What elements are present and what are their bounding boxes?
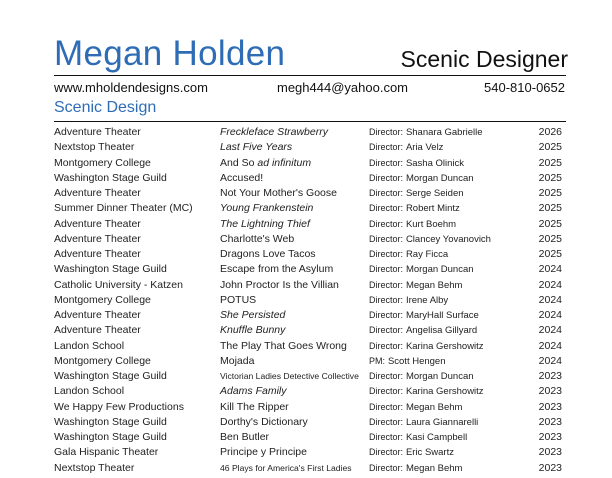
credit-person: Eric Swartz [405, 447, 454, 459]
credit-play: Last Five Years [220, 141, 293, 154]
credit-person: Robert Mintz [405, 203, 460, 215]
credit-year: 2024 [538, 339, 562, 352]
credit-role: Director: [369, 127, 404, 137]
credit-role: Director: [369, 233, 404, 244]
credit-person: MaryHall Surface [405, 310, 479, 321]
credit-play: She Persisted [220, 309, 286, 321]
credit-year: 2025 [538, 141, 562, 154]
credit-person: Kurt Boehm [405, 218, 457, 230]
credit-director [369, 339, 484, 354]
credit-role: PM: [369, 355, 386, 366]
credit-venue: Washington Stage Guild [54, 431, 167, 443]
credit-role: Director: [369, 416, 404, 427]
credit-venue: Summer Dinner Theater (MC) [54, 202, 193, 215]
credit-year: 2025 [538, 171, 562, 184]
credit-play: The Lightning Thief [220, 217, 310, 230]
credit-play: 46 Plays for America's First Ladies [220, 462, 352, 473]
credit-director [369, 140, 443, 155]
credit-director [369, 415, 478, 430]
credit-row [54, 186, 568, 201]
section-title: Scenic Design [54, 99, 157, 116]
credit-play: POTUS [220, 293, 257, 306]
credit-director [369, 323, 477, 338]
credit-row [54, 201, 568, 216]
credit-director [369, 262, 474, 277]
credit-year: 2025 [538, 202, 562, 215]
credit-role: Director: [369, 432, 404, 442]
credit-venue: Catholic University - Katzen [54, 278, 183, 291]
resume-page [54, 0, 568, 478]
credit-director [369, 354, 446, 369]
credit-row [54, 125, 568, 140]
credit-venue: Adventure Theater [54, 248, 141, 260]
credit-row [54, 369, 568, 384]
credit-person: Aria Velz [405, 142, 444, 154]
credit-play: Knuffle Bunny [220, 324, 286, 337]
credit-play: Dragons Love Tacos [220, 248, 316, 260]
credit-row [54, 400, 568, 415]
credit-venue: Washington Stage Guild [54, 263, 167, 276]
credit-person: Megan Behm [405, 462, 463, 474]
credit-play: Freckleface Strawberry [220, 126, 328, 138]
credit-role: Director: [369, 386, 404, 397]
credit-year: 2023 [538, 370, 562, 382]
credit-role: Director: [369, 157, 404, 168]
credit-venue: Adventure Theater [54, 324, 141, 337]
credit-year: 2024 [538, 354, 562, 367]
credit-year: 2024 [538, 293, 562, 306]
credit-play: Accused! [220, 171, 264, 184]
credit-year: 2023 [538, 385, 562, 398]
credit-role: Director: [369, 264, 404, 275]
credit-year: 2023 [538, 431, 562, 443]
credit-year: 2025 [538, 232, 562, 245]
credit-venue: Adventure Theater [54, 126, 141, 138]
credit-venue: Montgomery College [54, 293, 151, 306]
credit-row [54, 354, 568, 369]
credit-role: Director: [369, 462, 404, 473]
credit-director [369, 461, 462, 476]
credit-role: Director: [369, 218, 404, 229]
credit-venue: Montgomery College [54, 354, 151, 367]
credit-venue: Montgomery College [54, 156, 151, 169]
credit-row [54, 262, 568, 277]
credit-year: 2023 [538, 400, 562, 413]
credit-play: Charlotte's Web [220, 232, 295, 245]
credit-director [369, 384, 484, 399]
credits-list [54, 125, 568, 476]
credit-venue: Gala Hispanic Theater [54, 446, 159, 459]
credit-person: Kasi Campbell [405, 432, 468, 443]
credit-venue: Nextstop Theater [54, 461, 135, 474]
designer-name: Megan Holden [54, 34, 286, 73]
credit-venue: Adventure Theater [54, 232, 141, 245]
credit-person: Clancey Yovanovich [405, 233, 491, 245]
credit-role: Director: [369, 249, 404, 259]
credit-venue: Adventure Theater [54, 187, 141, 199]
credit-person: Serge Seiden [405, 188, 464, 199]
credit-director [369, 247, 448, 262]
credit-role: Director: [369, 447, 404, 458]
credit-play: Adams Family [220, 385, 287, 398]
phone-number: 540-810-0652 [484, 80, 565, 95]
credit-director [369, 217, 456, 232]
credit-venue: Washington Stage Guild [54, 370, 167, 382]
credit-person: Karina Gershowitz [405, 340, 484, 352]
header-divider [54, 75, 566, 76]
job-title: Scenic Designer [400, 46, 568, 72]
credit-role: Director: [369, 325, 404, 336]
credit-play: The Play That Goes Wrong [220, 339, 347, 352]
credit-year: 2025 [538, 217, 562, 230]
credit-director [369, 201, 460, 216]
credit-row [54, 232, 568, 247]
credit-venue: We Happy Few Productions [54, 400, 184, 413]
credit-venue: Landon School [54, 339, 125, 352]
credit-row [54, 461, 568, 476]
credit-role: Director: [369, 340, 404, 351]
credit-role: Director: [369, 188, 404, 198]
credit-venue: Adventure Theater [54, 217, 141, 230]
credit-row [54, 430, 568, 445]
credit-row [54, 140, 568, 155]
credit-person: Megan Behm [405, 401, 463, 413]
credit-venue: Nextstop Theater [54, 141, 135, 154]
credit-year: 2024 [538, 278, 562, 291]
credit-year: 2024 [538, 309, 562, 321]
credit-role: Director: [369, 172, 404, 183]
credit-play: Kill The Ripper [220, 400, 289, 413]
credit-play: Dorthy's Dictionary [220, 415, 308, 428]
credit-play: Escape from the Asylum [220, 263, 334, 276]
credit-row [54, 247, 568, 262]
credit-person: Laura Giannarelli [405, 416, 479, 428]
credit-row [54, 384, 568, 399]
credit-director [369, 156, 464, 171]
credit-person: Karina Gershowitz [405, 386, 484, 398]
credit-director [369, 278, 462, 293]
credit-play [220, 156, 311, 171]
credit-play: Mojada [220, 354, 255, 367]
credit-person: Angelisa Gillyard [405, 325, 478, 337]
credit-person: Morgan Duncan [405, 172, 474, 184]
credit-person: Scott Hengen [387, 355, 446, 367]
credit-play: Not Your Mother's Goose [220, 187, 337, 199]
credit-row [54, 217, 568, 232]
credit-row [54, 339, 568, 354]
credit-year: 2024 [538, 263, 562, 276]
website-link[interactable]: www.mholdendesigns.com [54, 80, 208, 95]
credit-row [54, 323, 568, 338]
credit-row [54, 308, 568, 323]
credit-director [369, 171, 474, 186]
credit-person: Shanara Gabrielle [405, 127, 483, 138]
credit-row [54, 171, 568, 186]
credit-play: Principe y Principe [220, 446, 307, 459]
credit-year: 2026 [538, 126, 562, 138]
credit-role: Director: [369, 371, 404, 381]
credit-venue: Washington Stage Guild [54, 171, 167, 184]
credit-person: Sasha Olinick [405, 157, 465, 169]
credit-person: Irene Alby [405, 294, 449, 306]
credit-play-italic: ad infinitum [257, 156, 312, 169]
credit-year: 2023 [538, 446, 562, 459]
section-divider [54, 121, 566, 122]
credit-role: Director: [369, 401, 404, 412]
email-link[interactable]: megh444@yahoo.com [277, 80, 408, 95]
credit-year: 2025 [538, 248, 562, 260]
credit-director [369, 232, 491, 247]
credit-venue: Adventure Theater [54, 309, 141, 321]
credit-role: Director: [369, 279, 404, 290]
credit-play: John Proctor Is the Villian [220, 278, 339, 291]
credit-director [369, 400, 462, 415]
credit-year: 2023 [538, 415, 562, 428]
credit-row [54, 293, 568, 308]
credit-year: 2025 [538, 187, 562, 199]
credit-venue: Washington Stage Guild [54, 415, 167, 428]
credit-year: 2025 [538, 156, 562, 169]
credit-year: 2024 [538, 324, 562, 337]
credit-person: Morgan Duncan [405, 264, 474, 276]
credit-role: Director: [369, 294, 404, 305]
credit-play-prefix: And So [220, 156, 258, 169]
credit-person: Morgan Duncan [405, 371, 474, 382]
credit-director [369, 445, 454, 460]
credit-director [369, 308, 479, 323]
credit-director [369, 186, 464, 201]
credit-row [54, 415, 568, 430]
credit-person: Ray Ficca [405, 249, 449, 260]
credit-role: Director: [369, 203, 404, 214]
credit-role: Director: [369, 142, 404, 153]
credit-play: Victorian Ladies Detective Collective [220, 371, 359, 381]
credit-year: 2023 [538, 461, 562, 474]
credit-director [369, 430, 467, 445]
credit-director [369, 369, 474, 384]
credit-role: Director: [369, 310, 404, 320]
credit-row [54, 156, 568, 171]
credit-play: Ben Butler [220, 431, 270, 443]
credit-director [369, 125, 483, 140]
credit-play: Young Frankenstein [220, 202, 314, 215]
credit-director [369, 293, 448, 308]
credit-row [54, 445, 568, 460]
credit-venue: Landon School [54, 385, 125, 398]
credit-row [54, 278, 568, 293]
credit-person: Megan Behm [405, 279, 463, 291]
